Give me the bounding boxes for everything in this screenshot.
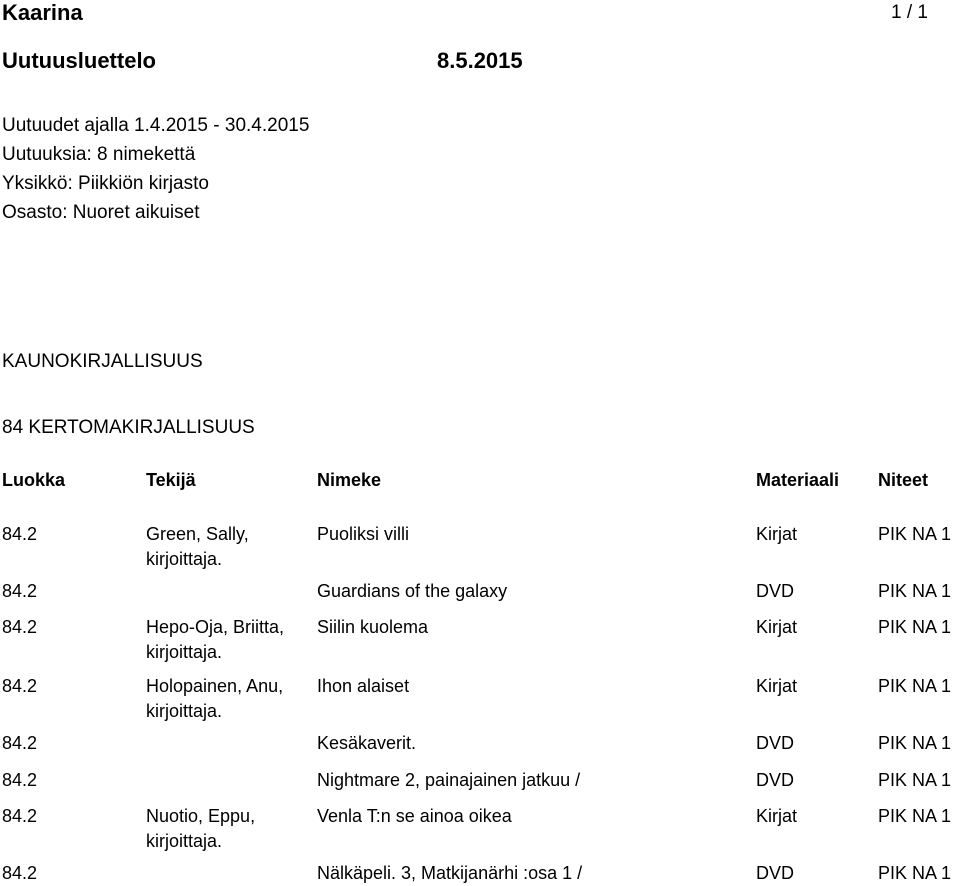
row-material: DVD <box>756 863 795 883</box>
header-title: Nimeke <box>317 470 382 490</box>
row-class: 84.2 <box>2 733 38 753</box>
row-material: Kirjat <box>756 617 798 637</box>
period-line: Uutuudet ajalla 1.4.2015 - 30.4.2015 <box>2 115 310 136</box>
list-date: 8.5.2015 <box>437 48 523 73</box>
row-title: Guardians of the galaxy <box>317 581 508 601</box>
header-material: Materiaali <box>756 470 840 490</box>
row-material: Kirjat <box>756 806 798 826</box>
department-line: Osasto: Nuoret aikuiset <box>2 202 200 223</box>
unit-line: Yksikkö: Piikkiön kirjasto <box>2 173 209 194</box>
row-author: Nuotio, Eppu, kirjoittaja. <box>146 806 256 851</box>
row-title: Siilin kuolema <box>317 617 429 637</box>
row-location: PIK NA 1 <box>878 581 952 601</box>
row-class: 84.2 <box>2 617 38 637</box>
row-title: Puoliksi villi <box>317 524 410 544</box>
row-location: PIK NA 1 <box>878 524 952 544</box>
row-location: PIK NA 1 <box>878 733 952 753</box>
row-material: Kirjat <box>756 524 798 544</box>
list-title: Uutuusluettelo <box>2 48 156 73</box>
row-location: PIK NA 1 <box>878 676 952 696</box>
row-title: Venla T:n se ainoa oikea <box>317 806 512 826</box>
row-location: PIK NA 1 <box>878 617 952 637</box>
row-class: 84.2 <box>2 581 38 601</box>
row-title: Ihon alaiset <box>317 676 410 696</box>
row-class: 84.2 <box>2 524 38 544</box>
row-author: Hepo-Oja, Briitta, kirjoittaja. <box>146 617 285 662</box>
row-location: PIK NA 1 <box>878 863 952 883</box>
row-material: DVD <box>756 770 795 790</box>
row-material: Kirjat <box>756 676 798 696</box>
subsection-heading: 84 KERTOMAKIRJALLISUUS <box>2 417 255 438</box>
header-class: Luokka <box>2 470 66 490</box>
row-author: Holopainen, Anu, kirjoittaja. <box>146 676 284 721</box>
row-title: Nälkäpeli. 3, Matkijanärhi :osa 1 / <box>317 863 583 883</box>
row-title: Nightmare 2, painajainen jatkuu / <box>317 770 581 790</box>
header-copies: Niteet <box>878 470 929 490</box>
row-author: Green, Sally, kirjoittaja. <box>146 524 249 569</box>
count-line: Uutuuksia: 8 nimekettä <box>2 144 196 165</box>
row-material: DVD <box>756 733 795 753</box>
row-location: PIK NA 1 <box>878 806 952 826</box>
row-class: 84.2 <box>2 806 38 826</box>
section-heading: KAUNOKIRJALLISUUS <box>2 351 203 372</box>
row-class: 84.2 <box>2 770 38 790</box>
row-class: 84.2 <box>2 863 38 883</box>
table-header <box>0 470 960 494</box>
header-author: Tekijä <box>146 470 196 490</box>
library-name: Kaarina <box>2 0 83 25</box>
row-class: 84.2 <box>2 676 38 696</box>
row-material: DVD <box>756 581 795 601</box>
row-location: PIK NA 1 <box>878 770 952 790</box>
page-number: 1 / 1 <box>891 2 928 23</box>
row-title: Kesäkaverit. <box>317 733 417 753</box>
